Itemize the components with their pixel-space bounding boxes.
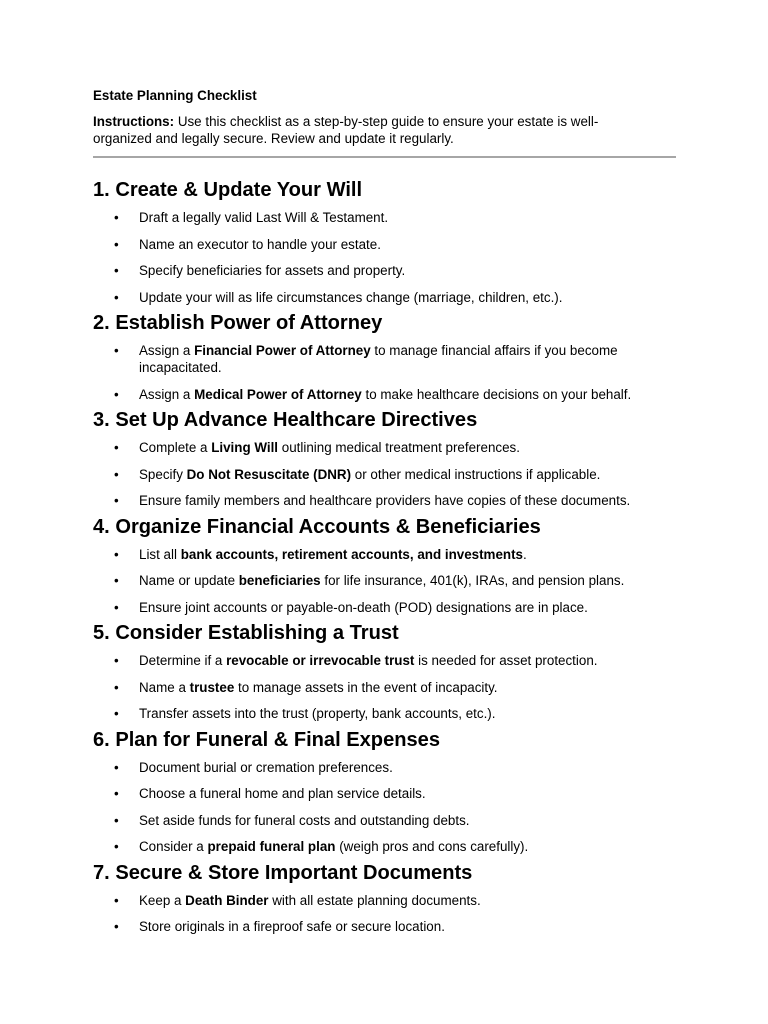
checklist-item (93, 759, 677, 776)
checklist-item (93, 918, 677, 935)
item-emphasis: Death Binder (185, 892, 269, 908)
checklist-item (93, 599, 677, 616)
item-text-run: Update your will as life circumstances change (marriage, children, etc.). (139, 289, 563, 305)
document-title: Estate Planning Checklist (93, 88, 257, 103)
section-heading: 4. Organize Financial Accounts & Beneficiaries (93, 515, 541, 538)
bullet-icon: • (114, 546, 119, 562)
bullet-icon: • (114, 386, 119, 402)
item-text-run: Name an executor to handle your estate. (139, 236, 381, 252)
section-heading: 2. Establish Power of Attorney (93, 312, 383, 334)
item-emphasis: Living Will (211, 440, 279, 455)
checklist-item (93, 439, 677, 456)
item-text (139, 387, 631, 402)
instructions-text: Use this checklist as a step-by-step guide to ensure your estate is well-organized and legally secure. Review and update it regularly. (93, 114, 599, 146)
bullet-icon: • (114, 892, 119, 908)
bullet-icon: • (114, 679, 119, 695)
bullet-icon: • (114, 839, 119, 854)
section-heading: 7. Secure & Store Important Documents (93, 861, 473, 884)
item-text (139, 440, 520, 455)
bullet-icon: • (114, 210, 119, 225)
item-emphasis: revocable or irrevocable trust (226, 653, 415, 668)
bullet-icon: • (114, 289, 119, 305)
checklist-item (93, 386, 677, 403)
item-text (139, 467, 600, 482)
item-text-run: is needed for asset protection. (414, 653, 598, 668)
item-text (139, 919, 445, 934)
bullet-icon: • (114, 573, 119, 588)
checklist-item (93, 838, 677, 855)
item-text-run: Specify (139, 466, 187, 482)
item-text (139, 706, 496, 721)
bullet-icon: • (114, 706, 119, 721)
checklist-item (93, 492, 677, 509)
checklist-items (93, 652, 677, 722)
instructions-paragraph (93, 113, 653, 147)
checklist-item (93, 546, 677, 563)
checklist-items (93, 759, 677, 856)
item-text-run: (weigh pros and cons carefully). (335, 839, 529, 854)
checklist-items (93, 439, 677, 509)
checklist-section (93, 622, 677, 722)
section-heading: 3. Set Up Advance Healthcare Directives (93, 409, 478, 431)
item-text-run: List all (139, 546, 181, 562)
section-heading: 6. Plan for Funeral & Final Expenses (93, 728, 441, 751)
checklist-item (93, 342, 677, 376)
item-text (139, 760, 393, 775)
item-text-run: Name a (139, 679, 190, 695)
checklist-item (93, 679, 677, 696)
item-text-run: or other medical instructions if applicable. (351, 466, 601, 482)
item-emphasis: Financial Power of Attorney (194, 343, 371, 358)
checklist-section (93, 728, 677, 856)
checklist-item (93, 466, 677, 483)
item-text-run: Keep a (139, 892, 186, 908)
item-text (139, 237, 381, 252)
bullet-icon: • (114, 263, 119, 278)
item-text-run: Determine if a (139, 653, 227, 668)
bullet-icon: • (114, 493, 119, 508)
item-text (139, 263, 405, 278)
checklist-sections (93, 179, 677, 945)
item-text-run: Assign a (139, 343, 195, 358)
item-text (139, 547, 527, 562)
item-text-run: Consider a (139, 839, 208, 854)
bullet-icon: • (114, 466, 119, 482)
section-heading: 5. Consider Establishing a Trust (93, 622, 399, 644)
item-emphasis: trustee (189, 679, 235, 695)
instructions-label: Instructions: (93, 114, 175, 129)
checklist-item (93, 572, 677, 589)
bullet-icon: • (114, 440, 119, 455)
item-text-run: outlining medical treatment preferences. (278, 440, 520, 455)
checklist-item (93, 892, 677, 909)
item-text-run: Name or update (139, 573, 239, 588)
item-text-run: Store originals in a fireproof safe or secure location. (139, 919, 445, 934)
item-text (139, 813, 470, 828)
bullet-icon: • (114, 812, 119, 828)
item-text (139, 839, 528, 854)
checklist-items (93, 892, 677, 936)
item-text (139, 786, 426, 801)
item-text-run: Specify beneficiaries for assets and property. (139, 263, 406, 278)
item-text (139, 680, 498, 695)
bullet-icon: • (114, 599, 119, 615)
checklist-item (93, 652, 677, 669)
checklist-items (93, 546, 677, 616)
checklist-section (93, 409, 677, 509)
checklist-section (93, 515, 677, 616)
item-emphasis: Do Not Resuscitate (DNR) (186, 466, 352, 482)
item-text-run: with all estate planning documents. (268, 892, 481, 908)
checklist-item (93, 289, 677, 306)
checklist-item (93, 812, 677, 829)
horizontal-divider (93, 156, 676, 158)
item-text (139, 893, 481, 908)
item-emphasis: Medical Power of Attorney (194, 386, 362, 402)
checklist-items (93, 209, 677, 306)
item-text (139, 210, 388, 225)
checklist-section (93, 861, 677, 936)
bullet-icon: • (114, 236, 119, 252)
item-text (139, 600, 588, 615)
item-text-run: Transfer assets into the trust (property, bank accounts, etc.). (139, 706, 496, 721)
bullet-icon: • (114, 919, 119, 934)
bullet-icon: • (114, 653, 119, 668)
item-emphasis: prepaid funeral plan (207, 839, 336, 854)
checklist-section (93, 179, 677, 306)
bullet-icon: • (114, 759, 119, 775)
section-heading: 1. Create & Update Your Will (93, 179, 363, 201)
item-text-run: to manage assets in the event of incapacity. (234, 679, 498, 695)
item-text-run: Document burial or cremation preferences. (139, 759, 393, 775)
item-text-run: to make healthcare decisions on your behalf. (361, 386, 632, 402)
item-emphasis: beneficiaries (238, 573, 321, 588)
item-text-run: Ensure joint accounts or payable-on-death (POD) designations are in place. (139, 599, 588, 615)
checklist-items (93, 342, 677, 403)
item-text-run: Choose a funeral home and plan service details. (139, 786, 426, 801)
checklist-item (93, 785, 677, 802)
item-text-run: Complete a (139, 440, 212, 455)
item-text (139, 653, 598, 668)
item-text (139, 493, 630, 508)
bullet-icon: • (114, 786, 119, 801)
item-text-run: Ensure family members and healthcare providers have copies of these documents. (139, 493, 631, 508)
item-emphasis: bank accounts, retirement accounts, and investments (180, 546, 523, 562)
item-text (139, 290, 562, 305)
item-text-run: to manage financial affairs if you become incapacitated. (139, 343, 618, 375)
checklist-item (93, 209, 677, 226)
item-text (139, 573, 624, 588)
item-text-run: . (523, 546, 527, 562)
bullet-icon: • (114, 343, 119, 358)
checklist-item (93, 236, 677, 253)
checklist-section (93, 312, 677, 403)
item-text (139, 343, 618, 375)
item-text-run: Set aside funds for funeral costs and outstanding debts. (139, 812, 470, 828)
checklist-item (93, 705, 677, 722)
item-text-run: Assign a (139, 386, 195, 402)
item-text-run: Draft a legally valid Last Will & Testament. (139, 210, 389, 225)
item-text-run: for life insurance, 401(k), IRAs, and pension plans. (320, 573, 625, 588)
checklist-item (93, 262, 677, 279)
